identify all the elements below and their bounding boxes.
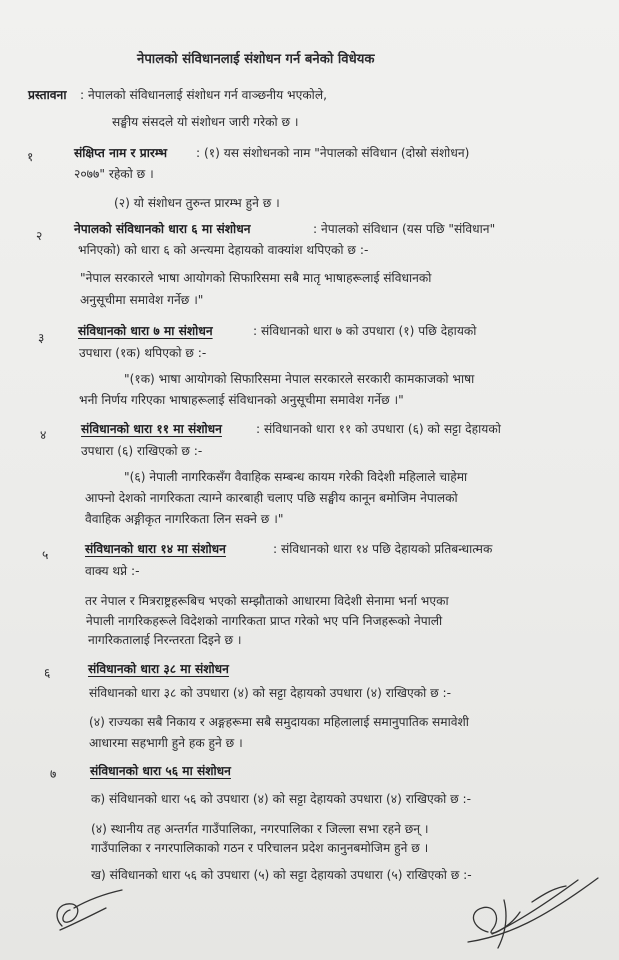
- section-7-line: ख) संविधानको धारा ५६ को उपधारा (५) को सट्टा देहायको उपधारा (५) राखिएको छ :-: [91, 868, 472, 882]
- section-7-number: ७: [50, 767, 57, 781]
- initial-signature-left: [48, 886, 128, 938]
- section-1-head-rest: : (१) यस संशोधनको नाम "नेपालको संविधान (दोस्रो संशोधन): [196, 146, 470, 160]
- section-1-line: २०७७" रहेको छ ।: [74, 167, 154, 181]
- section-7-line: गाउँपालिका र नगरपालिकाको गठन र परिचालन प्रदेश कानुनबमोजिम हुने छ ।: [91, 841, 429, 855]
- section-2-line: अनुसूचीमा समावेश गर्नेछ ।": [80, 293, 204, 307]
- section-4-line: आफ्नो देशको नागरिकता त्याग्ने कारबाही चलाए पछि सङ्घीय कानून बमोजिम नेपालको: [85, 491, 458, 505]
- section-3-line: उपधारा (१क) थपिएको छ :-: [79, 346, 207, 360]
- section-4-line: उपधारा (६) राखिएको छ :-: [81, 444, 203, 458]
- section-6-line: (४) राज्यका सबै निकाय र अङ्गहरूमा सबै समुदायका महिलालाई समानुपातिक समावेशी: [89, 715, 469, 729]
- section-3-heading: संविधानको धारा ७ मा संशोधन: [78, 324, 213, 338]
- section-6-heading: संविधानको धारा ३८ मा संशोधन: [88, 662, 229, 676]
- section-1-number: १: [27, 150, 34, 164]
- section-3-line: भनी निर्णय गरिएका भाषाहरूलाई संविधानको अनुसूचीमा समावेश गर्नेछ ।": [79, 393, 404, 407]
- section-2-head-rest: : नेपालको संविधान (यस पछि "संविधान": [313, 222, 496, 236]
- section-2-number: २: [36, 229, 43, 243]
- section-5-heading: संविधानको धारा १४ मा संशोधन: [85, 542, 226, 556]
- section-4-heading: संविधानको धारा ११ मा संशोधन: [81, 422, 222, 436]
- section-7-heading: संविधानको धारा ५६ मा संशोधन: [90, 764, 231, 778]
- section-4-line: वैवाहिक अङ्गीकृत नागरिकता लिन सक्ने छ ।": [85, 512, 284, 526]
- section-4-head-rest: : संविधानको धारा ११ को उपधारा (६) को सट्टा देहायको: [256, 422, 501, 436]
- section-3-head-rest: : संविधानको धारा ७ को उपधारा (१) पछि देहायको: [253, 324, 477, 338]
- section-1-line: (२) यो संशोधन तुरुन्त प्रारम्भ हुने छ ।: [114, 196, 280, 210]
- section-5-number: ५: [42, 548, 49, 562]
- section-4-number: ४: [40, 428, 47, 442]
- signature-right: [448, 872, 608, 952]
- preamble-line-2: सङ्घीय संसदले यो संशोधन जारी गरेको छ ।: [112, 115, 299, 129]
- section-7-line: (४) स्थानीय तह अन्तर्गत गाउँपालिका, नगरपालिका र जिल्ला सभा रहने छन् ।: [91, 822, 429, 836]
- section-4-line: "(६) नेपाली नागरिकसँग वैवाहिक सम्बन्ध कायम गरेकी विदेशी महिलाले चाहेमा: [124, 470, 468, 484]
- section-6-number: ६: [44, 666, 51, 680]
- section-5-head-rest: : संविधानको धारा १४ पछि देहायको प्रतिबन्धात्मक: [273, 542, 493, 556]
- section-5-line: नेपाली नागरिकहरूले विदेशको नागरिकता प्राप्त गरेको भए पनि निजहरूको नेपाली: [86, 614, 443, 628]
- section-3-line: "(१क) भाषा आयोगको सिफारिसमा नेपाल सरकारले सरकारी कामकाजको भाषा: [124, 372, 475, 386]
- section-2-line: "नेपाल सरकारले भाषा आयोगको सिफारिसमा सबै मातृ भाषाहरूलाई संविधानको: [80, 271, 432, 285]
- preamble-label: प्रस्तावना: [28, 88, 67, 102]
- section-5-line: तर नेपाल र मित्रराष्ट्रहरूबिच भएको सम्झौताको आधारमा विदेशी सेनामा भर्ना भएका: [85, 594, 449, 608]
- section-2-line: भनिएको) को धारा ६ को अन्त्यमा देहायको वाक्यांश थपिएको छ :-: [78, 243, 369, 257]
- section-6-line: आधारमा सहभागी हुने हक हुने छ ।: [89, 736, 243, 750]
- section-7-line: क) संविधानको धारा ५६ को उपधारा (४) को सट्टा देहायको उपधारा (४) राखिएको छ :-: [91, 792, 472, 806]
- section-1-heading: संक्षिप्त नाम र प्रारम्भ: [74, 146, 168, 160]
- document-title: नेपालको संविधानलाई संशोधन गर्न बनेको विधेयक: [137, 52, 375, 67]
- section-5-line: वाक्य थप्ने :-: [85, 564, 140, 578]
- section-2-heading: नेपालको संविधानको धारा ६ मा संशोधन: [74, 222, 251, 236]
- preamble-line-1: : नेपालको संविधानलाई संशोधन गर्न वाञ्छनीय भएकोले,: [80, 88, 327, 102]
- section-6-line: संविधानको धारा ३८ को उपधारा (४) को सट्टा देहायको उपधारा (४) राखिएको छ :-: [89, 686, 452, 700]
- section-3-number: ३: [38, 331, 45, 345]
- section-5-line: नागरिकतालाई निरन्तरता दिइने छ ।: [88, 633, 242, 647]
